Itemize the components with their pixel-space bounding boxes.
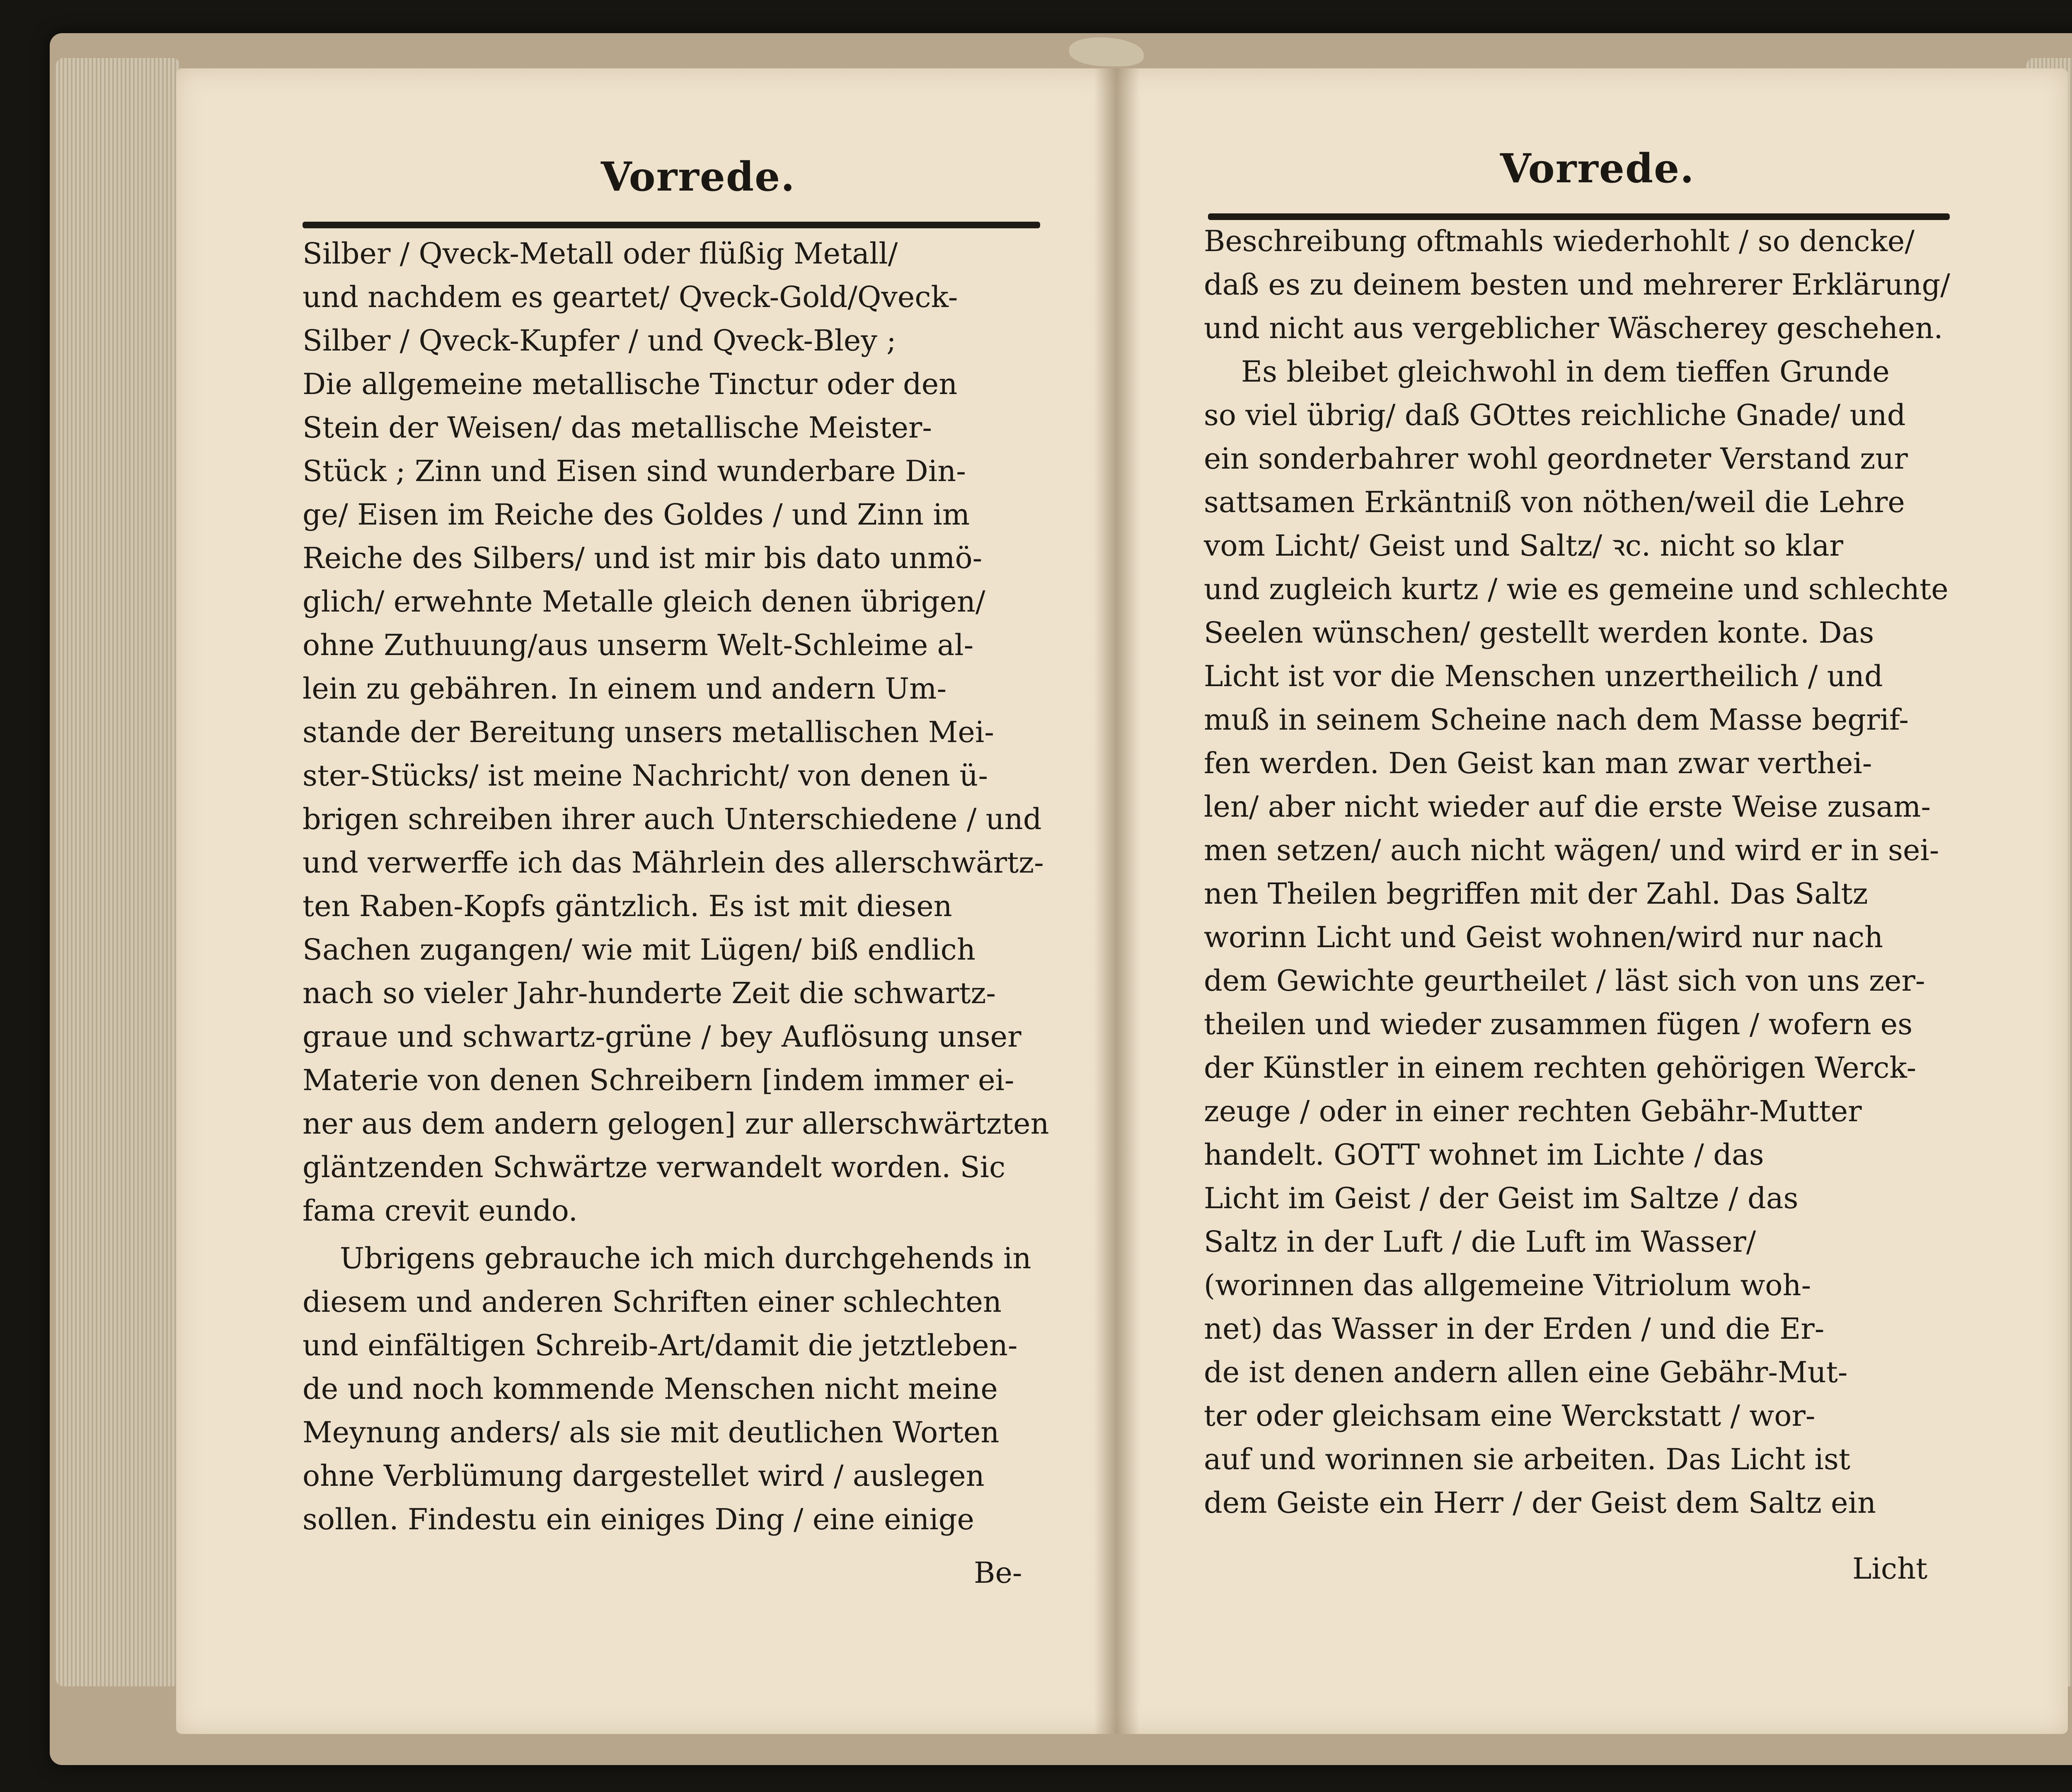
text-line: ten Raben-Kopfs gäntzlich. Es ist mit diesen — [303, 889, 952, 923]
text-line: ster-Stücks/ ist meine Nachricht/ von denen ü- — [303, 759, 988, 793]
text-line: sollen. Findestu ein einiges Ding / eine einige — [303, 1502, 974, 1536]
text-line: worinn Licht und Geist wohnen/wird nur nach — [1204, 920, 1883, 954]
left-catchword: Be- — [974, 1556, 1022, 1590]
text-line: dem Geiste ein Herr / der Geist dem Saltz ein — [1204, 1486, 1876, 1520]
right-catchword: Licht — [1852, 1552, 1928, 1586]
text-line: Silber / Qveck-Kupfer / und Qveck-Bley ; — [303, 324, 896, 358]
text-line: graue und schwartz-grüne / bey Auflösung unser — [303, 1020, 1021, 1054]
text-line: daß es zu deinem besten und mehrerer Erklärung/ — [1204, 268, 1950, 302]
text-line: sattsamen Erkäntniß von nöthen/weil die Lehre — [1204, 485, 1905, 519]
text-line: Die allgemeine metallische Tinctur oder den — [303, 367, 958, 401]
text-line: diesem und anderen Schriften einer schlechten — [303, 1285, 1002, 1319]
text-line: fama crevit eundo. — [303, 1194, 578, 1228]
text-line: und zugleich kurtz / wie es gemeine und schlechte — [1204, 572, 1949, 606]
text-line: ohne Zuthuung/aus unserm Welt-Schleime al- — [303, 628, 974, 662]
text-line: de und noch kommende Menschen nicht meine — [303, 1372, 998, 1406]
text-line: men setzen/ auch nicht wägen/ und wird er in sei- — [1204, 833, 1939, 867]
text-line: Licht im Geist / der Geist im Saltze / das — [1204, 1181, 1798, 1215]
text-line: dem Gewichte geurtheilet / läst sich von uns zer- — [1204, 964, 1925, 998]
text-line: handelt. GOTT wohnet im Lichte / das — [1204, 1138, 1764, 1172]
left-head-rule — [303, 222, 1040, 228]
text-line: nen Theilen begriffen mit der Zahl. Das Saltz — [1204, 877, 1868, 911]
left-page-text — [303, 232, 1061, 1541]
text-line: gläntzenden Schwärtze verwandelt worden. Sic — [303, 1150, 1006, 1184]
text-line: fen werden. Den Geist kan man zwar verthei- — [1204, 746, 1872, 780]
right-page-text — [1204, 220, 1962, 1525]
text-line: Silber / Qveck-Metall oder flüßig Metall/ — [303, 237, 898, 271]
text-line: Meynung anders/ als sie mit deutlichen Worten — [303, 1415, 1000, 1449]
text-line: so viel übrig/ daß GOttes reichliche Gnade/ und — [1204, 398, 1906, 432]
text-line: Ubrigens gebrauche ich mich durchgehends in — [340, 1241, 1031, 1275]
text-line: auf und worinnen sie arbeiten. Das Licht ist — [1204, 1442, 1850, 1476]
text-line: ein sonderbahrer wohl geordneter Verstand zur — [1204, 442, 1908, 476]
text-line: Licht ist vor die Menschen unzertheilich / und — [1204, 659, 1883, 693]
text-line: vom Licht/ Geist und Saltz/ ꝛc. nicht so klar — [1204, 529, 1843, 563]
text-line: Seelen wünschen/ gestellt werden konte. Das — [1204, 616, 1874, 650]
text-line: Sachen zugangen/ wie mit Lügen/ biß endlich — [303, 933, 975, 967]
text-line: ohne Verblümung dargestellet wird / auslegen — [303, 1459, 985, 1493]
text-line: (worinnen das allgemeine Vitriolum woh- — [1204, 1268, 1811, 1302]
text-line: zeuge / oder in einer rechten Gebähr-Mutter — [1204, 1094, 1862, 1128]
text-line: stande der Bereitung unsers metallischen Mei- — [303, 715, 994, 749]
text-line: Es bleibet gleichwohl in dem tieffen Grunde — [1241, 355, 1890, 389]
text-line: brigen schreiben ihrer auch Unterschiedene / und — [303, 802, 1042, 836]
text-line: und verwerffe ich das Mährlein des allerschwärtz- — [303, 846, 1044, 880]
text-line: len/ aber nicht wieder auf die erste Weise zusam- — [1204, 790, 1931, 824]
text-line: und nicht aus vergeblicher Wäscherey geschehen. — [1204, 311, 1943, 345]
text-line: Saltz in der Luft / die Luft im Wasser/ — [1204, 1225, 1756, 1259]
text-line: net) das Wasser in der Erden / und die Er- — [1204, 1312, 1825, 1346]
text-line: ter oder gleichsam eine Werckstatt / wor- — [1204, 1399, 1815, 1433]
text-line: und nachdem es geartet/ Qveck-Gold/Qveck- — [303, 280, 958, 314]
book-gutter — [1094, 68, 1140, 1734]
text-line: lein zu gebähren. In einem und andern Um- — [303, 672, 947, 706]
text-line: glich/ erwehnte Metalle gleich denen übrigen/ — [303, 585, 985, 619]
left-page-edges — [56, 58, 180, 1686]
text-line: nach so vieler Jahr-hunderte Zeit die schwartz- — [303, 976, 996, 1010]
left-running-head: Vorrede. — [601, 153, 796, 200]
right-head-rule — [1208, 213, 1950, 220]
text-line: Beschreibung oftmahls wiederhohlt / so dencke/ — [1204, 224, 1915, 258]
text-line: muß in seinem Scheine nach dem Masse begrif- — [1204, 703, 1909, 737]
text-line: ner aus dem andern gelogen] zur allerschwärtzten — [303, 1107, 1049, 1141]
text-line: ge/ Eisen im Reiche des Goldes / und Zinn im — [303, 498, 970, 532]
text-line: und einfältigen Schreib-Art/damit die jetztleben- — [303, 1328, 1018, 1362]
text-line: Reiche des Silbers/ und ist mir bis dato unmö- — [303, 541, 983, 575]
right-running-head: Vorrede. — [1500, 145, 1695, 192]
text-line: Stein der Weisen/ das metallische Meister- — [303, 411, 932, 445]
text-line: de ist denen andern allen eine Gebähr-Mut- — [1204, 1355, 1848, 1389]
text-line: Materie von denen Schreibern [indem immer ei- — [303, 1063, 1014, 1097]
text-line: Stück ; Zinn und Eisen sind wunderbare Din- — [303, 454, 966, 488]
text-line: theilen und wieder zusammen fügen / wofern es — [1204, 1007, 1913, 1041]
text-line: der Künstler in einem rechten gehörigen Werck- — [1204, 1051, 1917, 1085]
